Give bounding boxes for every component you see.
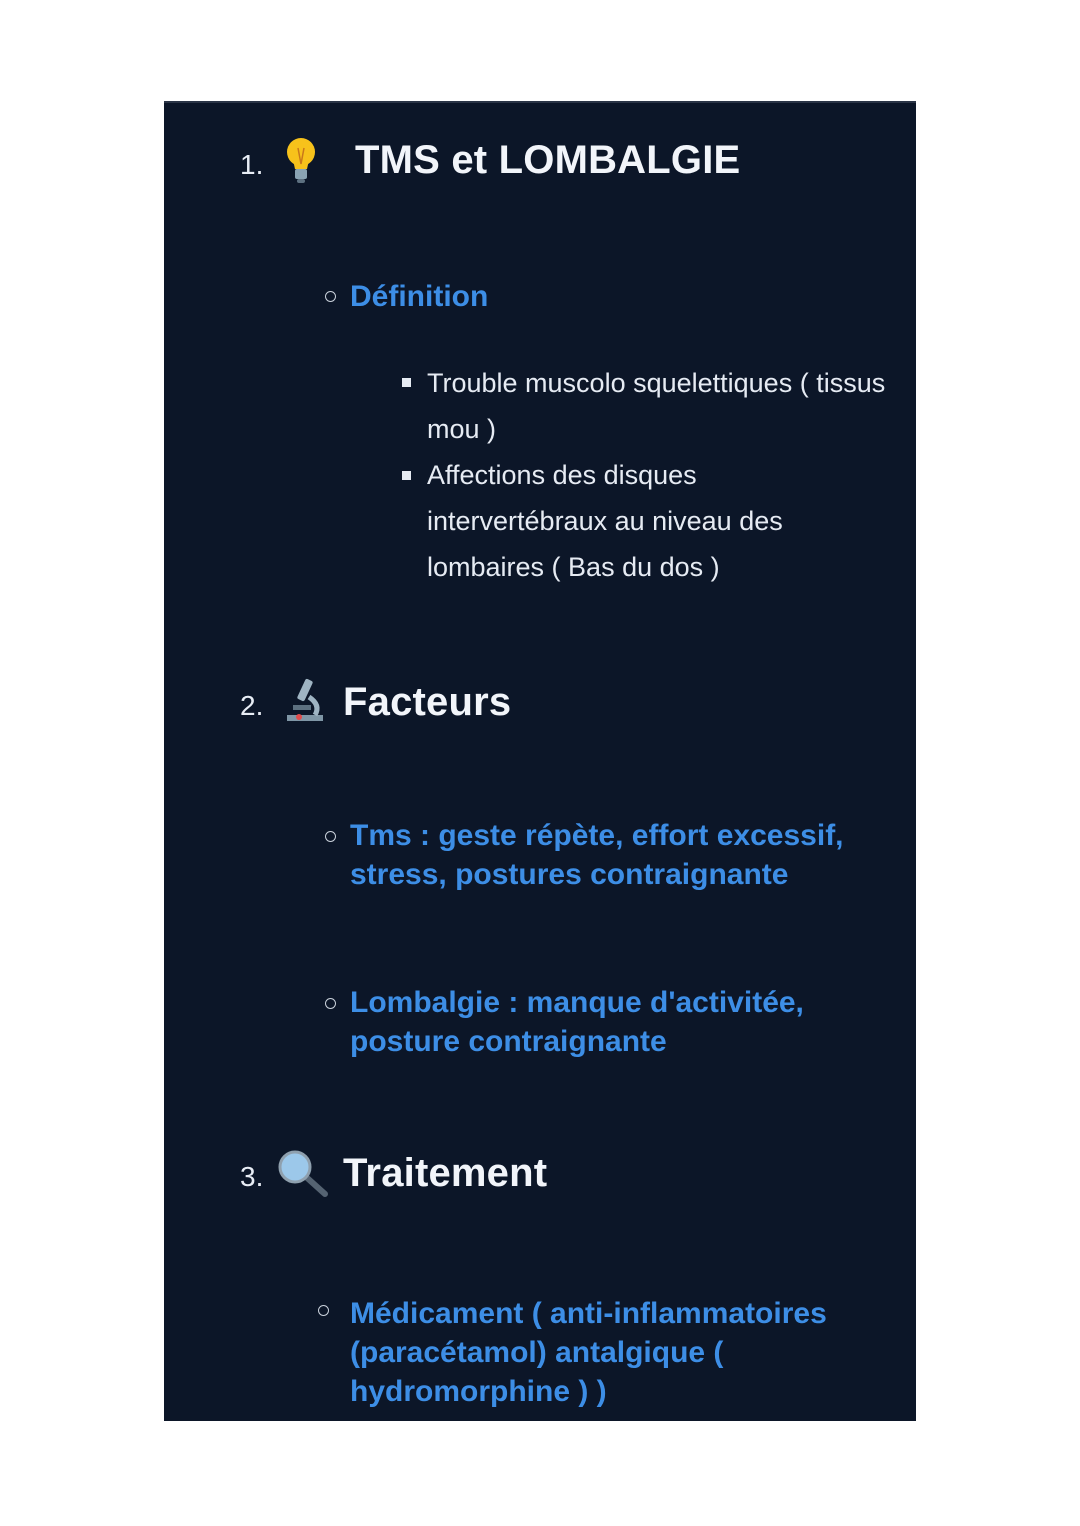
factor-point: Tms : geste répète, effort excessif, stress, postures contraignante bbox=[350, 819, 844, 891]
section-title: Facteurs bbox=[343, 680, 512, 724]
section-number: 3. bbox=[240, 1161, 264, 1192]
section-title: TMS et LOMBALGIE bbox=[355, 138, 741, 182]
treatment-point: Médicament ( anti-inflammatoires (paracétamol) antalgique ( hydromorphine ) ) bbox=[350, 1297, 827, 1408]
square-bullet-icon bbox=[402, 378, 411, 387]
list-item: Affections des disques intervertébraux au niveau des lombaires ( Bas du dos ) bbox=[427, 460, 783, 582]
square-bullet-icon bbox=[402, 471, 411, 480]
factor-point: Lombalgie : manque d'activitée, posture contraignante bbox=[350, 986, 804, 1058]
circle-bullet-icon bbox=[325, 291, 336, 302]
section-number: 2. bbox=[240, 690, 264, 721]
list-item: Trouble muscolo squelettiques ( tissus mou ) bbox=[427, 368, 886, 444]
section-title: Traitement bbox=[343, 1151, 548, 1195]
section-number: 1. bbox=[240, 149, 264, 180]
circle-bullet-icon bbox=[325, 831, 336, 842]
circle-bullet-icon bbox=[318, 1305, 329, 1316]
lightbulb-icon bbox=[282, 136, 320, 184]
circle-bullet-icon bbox=[325, 998, 336, 1009]
microscope-icon bbox=[279, 677, 327, 725]
magnifying-glass-icon bbox=[275, 1148, 329, 1198]
subheading: Définition bbox=[350, 280, 489, 313]
